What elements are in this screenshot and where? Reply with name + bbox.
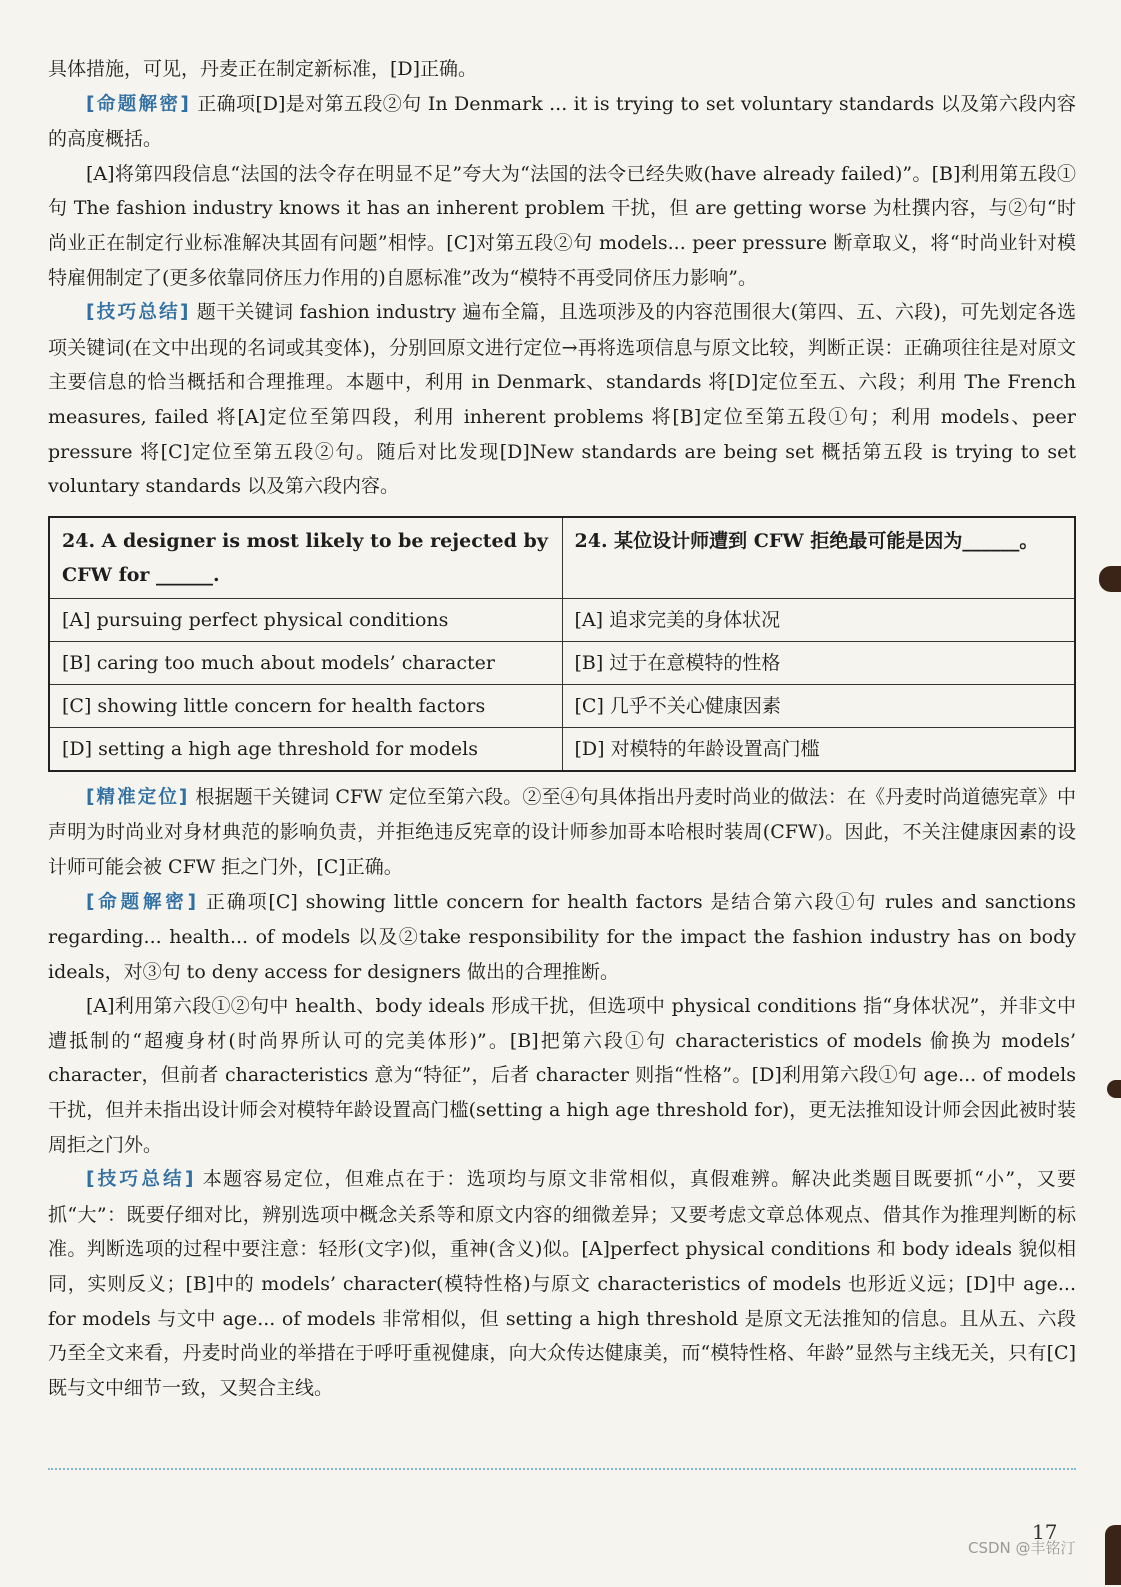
option-d-en: [D] setting a high age threshold for models xyxy=(49,727,562,771)
paragraph-text: 正确项[C] showing little concern for health factors 是结合第六段①句 rules and sanctions regarding... health... of models 以及②take responsibility for the impact the fashion industry has on body ideals，对③句 to deny access for designers 做出的合理推断。 xyxy=(48,890,1076,983)
paragraph-text: 正确项[D]是对第五段②句 In Denmark ... it is trying to set voluntary standards 以及第六段内容的高度概括。 xyxy=(48,92,1076,151)
watermark: CSDN @丰铭汀 xyxy=(968,1539,1076,1557)
question-stem-zh: 24. 某位设计师遭到 CFW 拒绝最可能是因为______。 xyxy=(562,517,1075,599)
page-edge-tab xyxy=(1105,1525,1121,1585)
paragraph-text: [A]将第四段信息“法国的法令存在明显不足”夸大为“法国的法令已经失败(have already failed)”。[B]利用第五段①句 The fashion industry knows it has an inherent problem 干扰，但 are getting worse 为杜撰内容，与②句“时尚业正在制定行业标准解决其固有问题”相悖。[C]对第五段②句 models... peer pressure 断章取义，将“时尚业针对模特雇佣制定了(更多依靠同侪压力作用的)自愿标准”改为“模特不再受同侪压力影响”。 xyxy=(48,162,1076,289)
option-row xyxy=(49,598,1075,641)
paragraph-text: [A]利用第六段①②句中 health、body ideals 形成干扰，但选项中 physical conditions 指“身体状况”，并非文中遭抵制的“超瘦身材(时尚界所认可的完美体形)”。[B]把第六段①句 characteristics of models 偷换为 models’ character，但前者 characteristics 意为“特征”，后者 character 则指“性格”。[D]利用第六段①句 age... of models 干扰，但并未指出设计师会对模特年龄设置高门槛(setting a high age threshold for)，更无法推知设计师会因此被时装周拒之门外。 xyxy=(48,995,1076,1156)
section-tag: [命题解密] xyxy=(86,891,199,913)
paragraph xyxy=(48,989,1076,1162)
question-table xyxy=(48,516,1076,772)
section-tag: [技巧总结] xyxy=(86,302,191,324)
paragraph xyxy=(48,780,1076,885)
option-d-zh: [D] 对模特的年龄设置高门槛 xyxy=(562,727,1075,771)
paragraph xyxy=(48,295,1076,504)
option-row xyxy=(49,684,1075,727)
paragraph-text: 根据题干关键词 CFW 定位至第六段。②至④句具体指出丹麦时尚业的做法：在《丹麦时尚道德宪章》中声明为时尚业对身材典范的影响负责，并拒绝违反宪章的设计师参加哥本哈根时装周(CFW)。因此，不关注健康因素的设计师可能会被 CFW 拒之门外，[C]正确。 xyxy=(48,785,1076,878)
question-stem-en: 24. A designer is most likely to be rejected by CFW for ______. xyxy=(49,517,562,599)
section-tag: [命题解密] xyxy=(86,93,191,115)
paragraph-text: 题干关键词 fashion industry 遍布全篇，且选项涉及的内容范围很大(第四、五、六段)，可先划定各选项关键词(在文中出现的名词或其变体)，分别回原文进行定位→再将选项信息与原文比较，判断正误：正确项往往是对原文主要信息的恰当概括和合理推理。本题中，利用 in Denmark、standards 将[D]定位至五、六段；利用 The French measures, failed 将[A]定位至第四段，利用 inherent problems 将[B]定位至第五段①句；利用 models、peer pressure 将[C]定位至第五段②句。随后对比发现[D]New standards are being set 概括第五段 is trying to set voluntary standards 以及第六段内容。 xyxy=(48,301,1076,498)
option-c-en: [C] showing little concern for health factors xyxy=(49,684,562,727)
option-c-zh: [C] 几乎不关心健康因素 xyxy=(562,684,1075,727)
paragraph xyxy=(48,1162,1076,1405)
paragraph-text: 本题容易定位，但难点在于：选项均与原文非常相似，真假难辨。解决此类题目既要抓“小”，又要抓“大”：既要仔细对比，辨别选项中概念关系等和原文内容的细微差异；又要考虑文章总体观点、借其作为推理判断的标准。判断选项的过程中要注意：轻形(文字)似，重神(含义)似。[A]perfect physical conditions 和 body ideals 貌似相同，实则反义；[B]中的 models’ character(模特性格)与原文 characteristics of models 也形近义远；[D]中 age... for models 与文中 age... of models 非常相似，但 setting a high threshold 是原文无法推知的信息。且从五、六段乃至全文来看，丹麦时尚业的举措在于呼吁重视健康，向大众传达健康美，而“模特性格、年龄”显然与主线无关，只有[C]既与文中细节一致，又契合主线。 xyxy=(48,1168,1076,1399)
option-row xyxy=(49,727,1075,771)
explanation-top xyxy=(48,52,1076,504)
paragraph xyxy=(48,885,1076,990)
page-edge-tab xyxy=(1107,1080,1121,1098)
section-tag: [技巧总结] xyxy=(86,1169,196,1191)
divider xyxy=(48,1468,1076,1470)
option-a-zh: [A] 追求完美的身体状况 xyxy=(562,598,1075,641)
option-row xyxy=(49,641,1075,684)
page-content xyxy=(48,52,1076,1405)
explanation-bottom xyxy=(48,780,1076,1406)
page-edge-tab xyxy=(1099,566,1121,592)
paragraph xyxy=(48,52,1076,87)
option-b-en: [B] caring too much about models’ character xyxy=(49,641,562,684)
paragraph xyxy=(48,87,1076,157)
paragraph xyxy=(48,157,1076,295)
paragraph-text: 具体措施，可见，丹麦正在制定新标准，[D]正确。 xyxy=(48,58,478,80)
option-a-en: [A] pursuing perfect physical conditions xyxy=(49,598,562,641)
section-tag: [精准定位] xyxy=(86,786,190,808)
option-b-zh: [B] 过于在意模特的性格 xyxy=(562,641,1075,684)
page-number: 17 xyxy=(1032,1520,1058,1544)
